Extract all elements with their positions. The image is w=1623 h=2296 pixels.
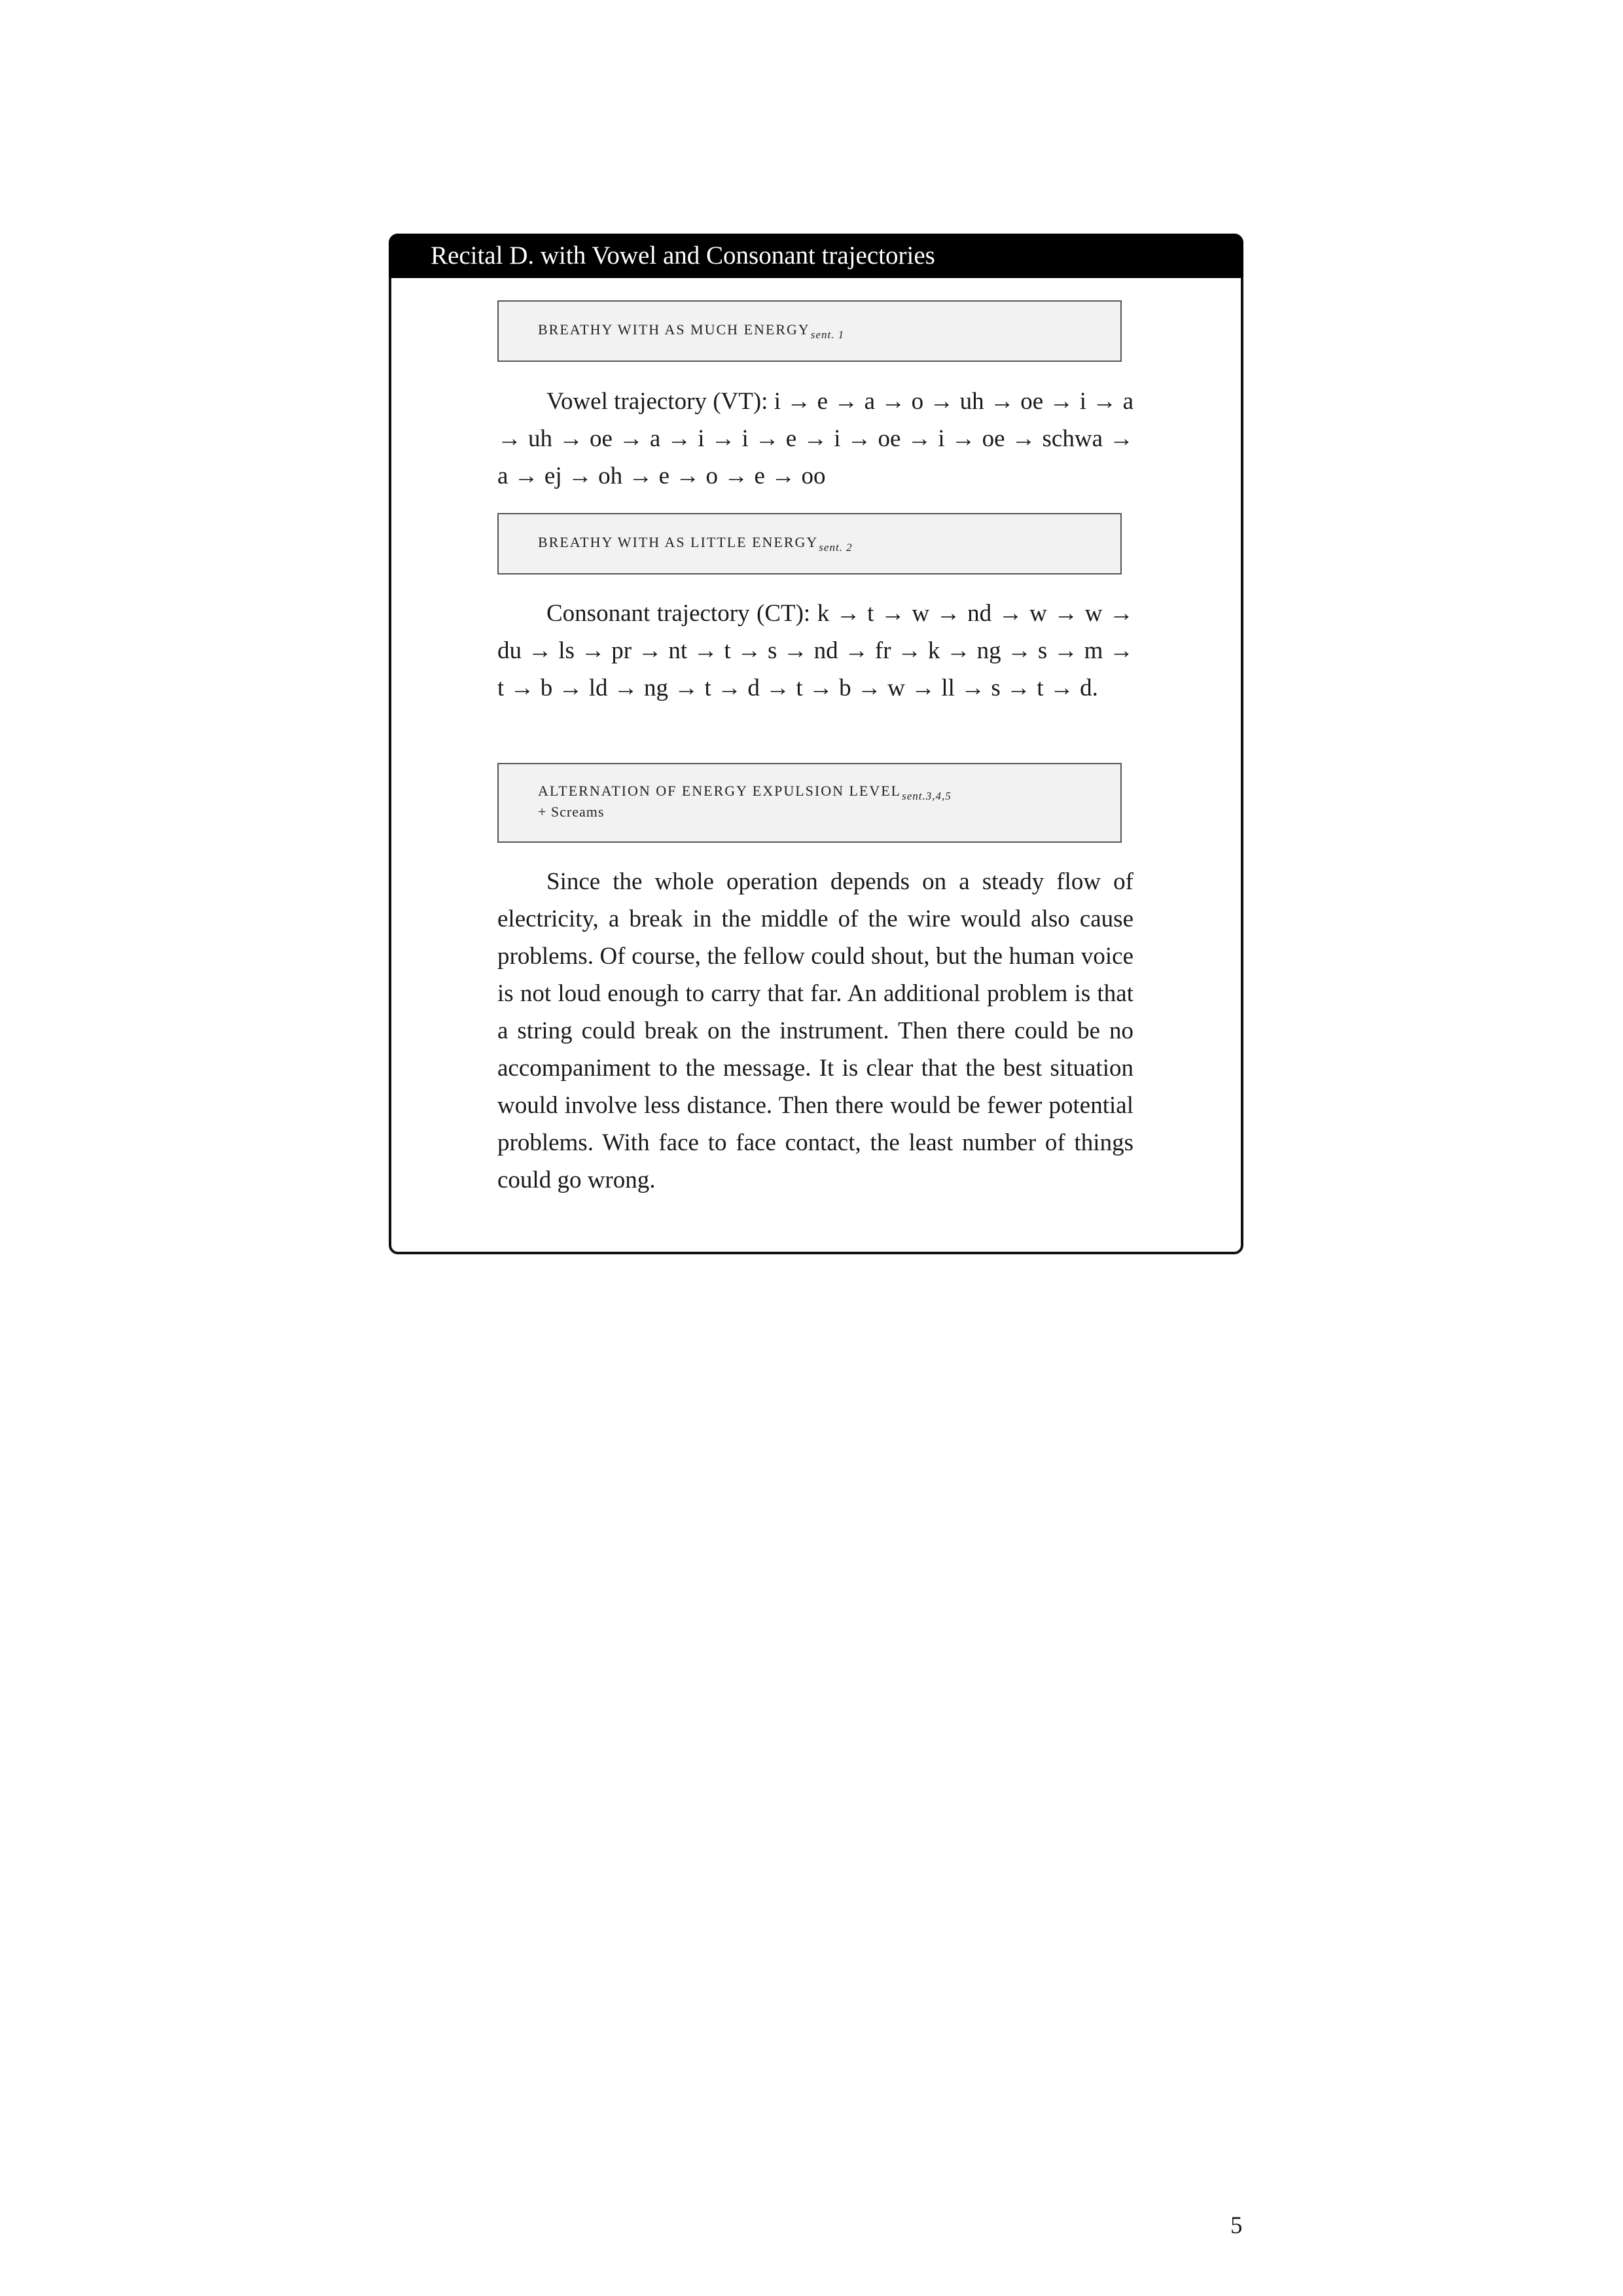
cue-subscript: sent. 1: [810, 328, 845, 341]
cue-label: BREATHY WITH AS MUCH ENERGY: [538, 321, 810, 338]
page-number: 5: [1230, 2212, 1243, 2239]
frame-title-bar: [389, 234, 1243, 278]
vowel-trajectory-text: Vowel trajectory (VT): i → e → a → o → uh → oe → i → a → uh → oe → a → i → i → e → i → oe → i → oe → schwa → a → ej → oh → e → o → e → oo: [497, 388, 1133, 489]
cue-note: + Screams: [538, 804, 605, 820]
cue-subscript: sent. 2: [819, 541, 853, 554]
vowel-trajectory-paragraph: [497, 383, 1133, 495]
frame-title: Recital D. with Vowel and Consonant trajectories: [431, 241, 935, 270]
cue-label: ALTERNATION OF ENERGY EXPULSION LEVEL: [538, 783, 902, 799]
cue-subscript: sent.3,4,5: [902, 790, 952, 802]
performance-cue-1: [497, 300, 1122, 362]
consonant-trajectory-paragraph: [497, 595, 1133, 707]
body-paragraph: [497, 863, 1133, 1199]
performance-cue-3: [497, 763, 1122, 843]
cue-label: BREATHY WITH AS LITTLE ENERGY: [538, 534, 819, 550]
performance-cue-2: [497, 513, 1122, 574]
consonant-trajectory-text: Consonant trajectory (CT): k → t → w → nd → w → w → du → ls → pr → nt → t → s → nd → fr → k → ng → s → m → t → b → ld → ng → t → d → t → b → w → ll → s → t → d.: [497, 600, 1133, 701]
body-text: Since the whole operation depends on a steady flow of electricity, a break in the middle of the wire would also cause problems. Of course, the fellow could shout, but the human voice is not loud enough to carry that far. An additional problem is that a string could break on the instrument. Then there could be no accompaniment to the message. It is clear that the best situation would involve less distance. Then there would be fewer potential problems. With face to face contact, the least number of things could go wrong.: [497, 868, 1133, 1193]
